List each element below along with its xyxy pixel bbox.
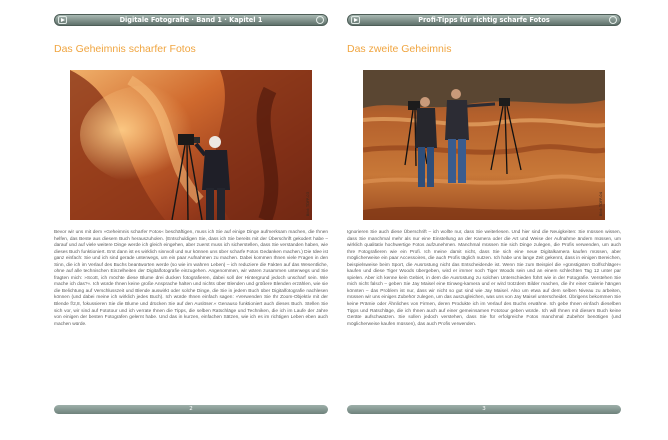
right-page [347,14,621,428]
rocks-photo [363,70,605,220]
left-page [54,14,328,428]
page-footer-bar [54,405,328,414]
page-header-bar [347,14,621,26]
page-header-title: Digitale Fotografie · Band 1 · Kapitel 1 [119,16,263,24]
page-number: 3 [482,406,486,412]
canyon-photo [70,70,312,220]
body-text: Ignorieren Sie auch diese Überschrift – ich wollte nur, dass Sie weiterlesen. Und hier sind die Neuigkeiten: Sie müssen wissen, dass Sie manchmal mehr als nur eine Einstellung an der Kamera oder die Art und Weise der Aufnahme ändern müssen, um wirklich qualitativ hochwertige Fotos aufzunehmen. Manchmal müssen Sie sich Dinge zulegen, die Profis verwenden, um auch Ihre Fotografieren wie ein Profi. Ich meine damit nicht, dass Sie sich eine neue Digitalkamera kaufen müssen, aber möglicherweise ein paar Accessoires, die auch Profis täglich nutzen. Ich habe uns lange Zeit gekennt, dass in einigen Bereichen, beispielsweise beim Sport, die Ausrüstung nicht das Entscheidende ist. Wenn Sie zum Beispiel die »günstigsten Golfschläger« kaufen und diese Tiger Woods übergeben, wird er immer noch Tiger Woods sein und an einem schlechten Tag 12 unter par spielen. Aber ich kenne kein Gebiet, in dem die Ausrüstung zu solchen Unterschieden führt wie in der Fotografie. Verstehen Sie mich nicht falsch – geben Sie Jay Maisel eine Einweg-kamera und er wird trotzdem Bilder machen, die ihr einer Galerie hängen könnten – das Problem ist nur, dass wir nicht so gut sind wie Jay Maisel. Also um etwa auf dem selben Niveau zu arbeiten, müssen wir uns einiges Zubehör zulegen, um das auszugleichen, was uns von Jay Maisel unterscheidet. Übrigens bekommen Sie keine Prämie oder Ähnliches von Firmen, deren Produkte ich im Verlauf des Buchs erwähne. Ich gebe Ihnen einfach dieselben Tipps und Ratschläge, die ich Ihnen auch auf einer gemeinsamen Fototour geben würde. Ich will Ihnen mit diesem Buch keine Geräte aufschwatzen. Sie sollen jedoch verstehen, dass Sie für erfolgreiche Fotos manchmal Zubehör benötigen (und möglicherweise kaufen müssen), das auch Profis verwenden. [347,230,621,327]
page-footer-bar [347,405,621,414]
page-number: 2 [189,406,193,412]
play-icon[interactable] [351,16,360,24]
circle-icon[interactable] [316,16,324,24]
play-icon[interactable] [58,16,67,24]
body-text: Bevor wir uns mit dem »Geheimnis scharfer Fotos« beschäftigen, muss ich Sie auf einige Dinge aufmerksam machen, die Ihnen helfen, das Beste aus diesem Buch herauszuholen. (Entschuldigen Sie, dass ich Sie bereits mit der Überschrift gekodert habe – darauf und auf viele weitere Dinge werde ich gleich eingehen, aber zuerst muss ich sicherstellen, dass Sie verstanden haben, wie dieses Buch funktioniert. Erst dann ist es wirklich sinnvoll und nur können uns über scharfe Fotos Gedanken machen.) Die Idee ist ganz einfach: Sie und ich sind gerade unterwegs, um ein paar Aufnahmen zu machen. Dabei kommen Ihnen viele Fragen in den Sinn, die ich im Verlauf des Buchs beantworten werde (so wie im wahren Leben) – ich reduziere die Fakten auf das Wesentliche, ohne auf alle technischen Einzelheiten der Digitalfotografie einzugehen. Angenommen, wir wären zusammen unterwegs und Sie fragten mich: »Scott, ich möchte diese Blume drei ducken fotografieren, dabei soll der Hintergrund jedoch unscharf sein. Wie mache ich das?«. Ich würde Ihnen keine große Ansprache halten und nichts über Blenden und größere Blenden erzählen, wie sie die Belichtung auf Verschlusszeit und Blende auswirkt oder solche Dinge, die Sie in jedem Buch über Digitalfotografie nachlesen können (und dabei meine ich wirklich jedes Buch). Ich würde Ihnen einfach sagen: »Verwenden Sie Ihr Zoom-Objektiv mit der Blende f/2,8, fokussieren Sie die Blume und drücken Sie auf den Auslöser.« Genauso funktioniert auch dieses Buch. Stellen Sie sich vor, wir sind auf Fototour und ich verrate Ihnen die Tipps, die selben Ratschläge und Techniken, die ich im Laufe der Jahre von einigen der besten Fotografen gelernt habe. Und das in kurzen, einfachen Sätzen, wie ich es im richtigen Leben eben auch machen würde. [54,230,328,327]
photo-credit: Bild: TDFP-04 [599,191,603,216]
chapter-title: Das zweite Geheimnis [347,43,452,55]
photo-credit: Bild: TDFP-03 [306,191,310,216]
page-header-title: Profi-Tipps für richtig scharfe Fotos [418,16,550,24]
page-header-bar [54,14,328,26]
circle-icon[interactable] [609,16,617,24]
chapter-title: Das Geheimnis scharfer Fotos [54,43,196,55]
